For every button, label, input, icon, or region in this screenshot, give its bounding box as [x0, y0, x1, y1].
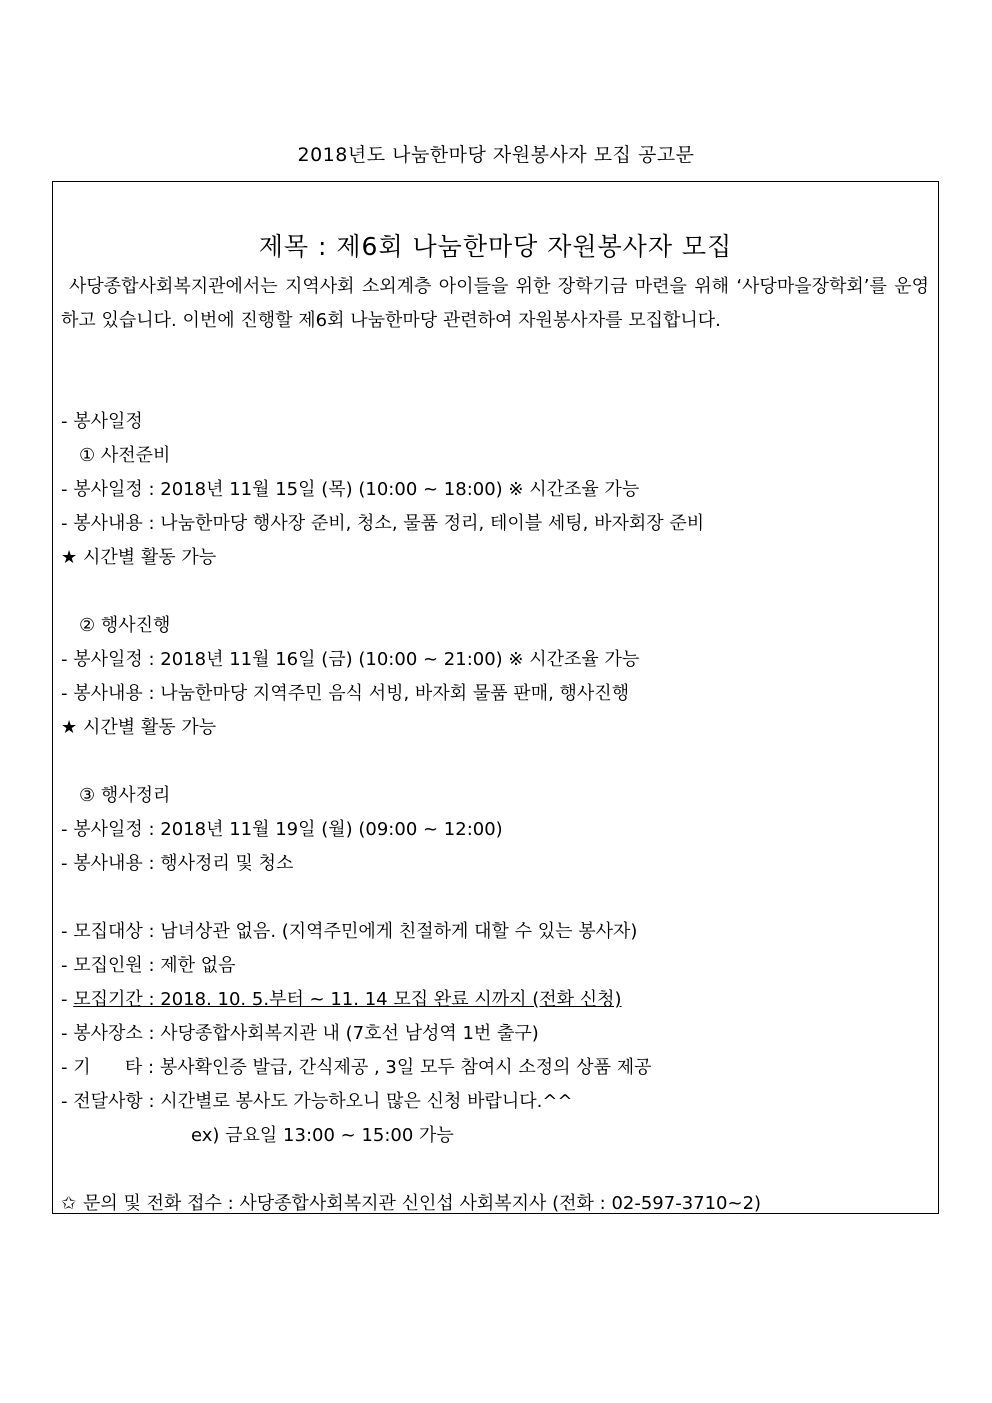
- stage-1-title: ① 사전준비: [79, 445, 171, 466]
- recruit-period-prefix: -: [61, 989, 74, 1010]
- notice-heading: 제목 : 제6회 나눔한마당 자원봉사자 모집: [258, 232, 733, 261]
- schedule-label: - 봉사일정: [61, 411, 143, 432]
- stage-1-date: - 봉사일정 : 2018년 11월 15일 (목) (10:00 ~ 18:00) ※ 시간조율 가능: [61, 479, 640, 500]
- star-icon: ★: [61, 547, 78, 568]
- stage-2-date: - 봉사일정 : 2018년 11월 16일 (금) (10:00 ~ 21:00) ※ 시간조율 가능: [61, 649, 640, 670]
- etc-info: - 기 타 : 봉사확인증 발급, 간식제공 , 3일 모두 참여시 소정의 상품 제공: [61, 1057, 652, 1078]
- stage-3-date: - 봉사일정 : 2018년 11월 19일 (월) (09:00 ~ 12:00): [61, 819, 503, 840]
- volunteer-place: - 봉사장소 : 사당종합사회복지관 내 (7호선 남성역 1번 출구): [61, 1023, 539, 1044]
- notice-info: - 전달사항 : 시간별로 봉사도 가능하오니 많은 신청 바랍니다.^^: [61, 1091, 573, 1112]
- recruit-period-text: 모집기간 : 2018. 10. 5.부터 ~ 11. 14 모집 완료 시까지 (전화 신청): [73, 989, 622, 1010]
- stage-1-note: [61, 543, 216, 569]
- stage-3-title: ③ 행사정리: [79, 785, 171, 806]
- stage-2-content: - 봉사내용 : 나눔한마당 지역주민 음식 서빙, 바자회 물품 판매, 행사진행: [61, 683, 630, 704]
- recruit-target: - 모집대상 : 남녀상관 없음. (지역주민에게 친절하게 대할 수 있는 봉사자): [61, 921, 638, 942]
- example-info: ex) 금요일 13:00 ~ 15:00 가능: [191, 1125, 454, 1146]
- contact-line: [61, 1189, 761, 1215]
- stage-2-title: ② 행사진행: [79, 615, 171, 636]
- stage-2-note: [61, 713, 216, 739]
- stage-2-note-text: 시간별 활동 가능: [83, 717, 217, 738]
- contact-text: 문의 및 전화 접수 : 사당종합사회복지관 신인섭 사회복지사 (전화 : 02-597-3710~2): [83, 1193, 762, 1214]
- intro-paragraph: 사당종합사회복지관에서는 지역사회 소외계층 아이들을 위한 장학기금 마련을 위해 ‘사당마을장학회’를 운영하고 있습니다. 이번에 진행할 제6회 나눔한마당 관련하여 자원봉사자를 모집합니다.: [61, 276, 929, 331]
- stage-3-content: - 봉사내용 : 행사정리 및 청소: [61, 853, 294, 874]
- star-icon: ★: [61, 717, 78, 738]
- notice-box: [52, 181, 939, 1214]
- stage-1-content: - 봉사내용 : 나눔한마당 행사장 준비, 청소, 물품 정리, 테이블 세팅, 바자회장 준비: [61, 513, 705, 534]
- document-title: 2018년도 나눔한마당 자원봉사자 모집 공고문: [297, 144, 695, 166]
- stage-1-note-text: 시간별 활동 가능: [83, 547, 217, 568]
- outline-star-icon: ✩: [61, 1193, 77, 1214]
- recruit-count: - 모집인원 : 제한 없음: [61, 955, 236, 976]
- recruit-period: [61, 985, 622, 1011]
